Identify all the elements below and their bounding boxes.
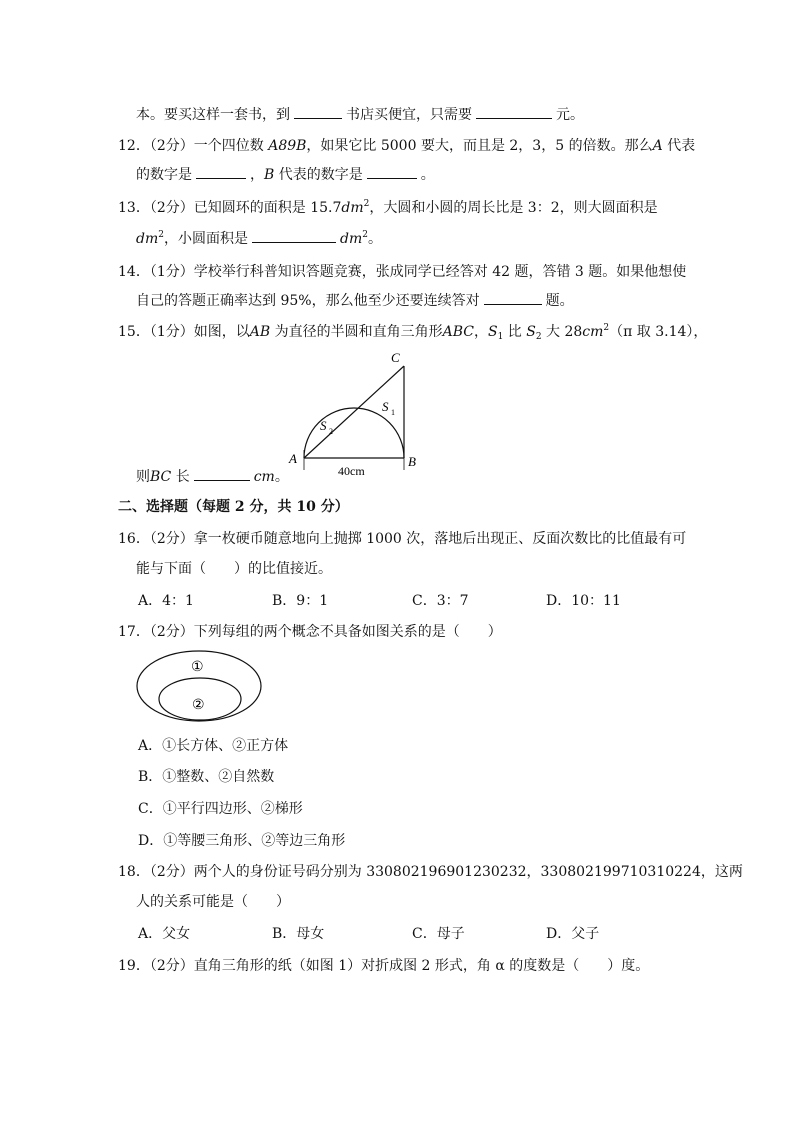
q12-text: 的数字是 — [136, 167, 192, 183]
section-heading: 二、选择题（每题 2 分，共 10 分） — [118, 499, 349, 515]
q15-text: 。 — [274, 469, 289, 485]
q18-option-b[interactable]: B．母女 — [272, 926, 325, 942]
q13-line-2 — [136, 228, 382, 249]
q14-text: 题。 — [545, 293, 574, 309]
q12-var-b: B — [264, 167, 275, 183]
q16-score: （2分） — [149, 531, 194, 547]
q16-option-b[interactable]: B．9：1 — [272, 593, 329, 609]
q15-sub: 1 — [497, 332, 504, 342]
q15-text: 为直径的半圆和直角三角形 — [270, 324, 443, 340]
q16-number: 16． — [118, 531, 150, 547]
q14-number: 14． — [118, 264, 150, 280]
q18-option-a[interactable]: A．父女 — [138, 926, 191, 942]
label-circle-1: ① — [191, 660, 204, 675]
q12-text: ， — [250, 167, 264, 183]
q12-number: 12． — [118, 138, 150, 154]
q17-number: 17． — [118, 624, 150, 640]
q13-text: ，大圆和小圆的周长比是 3：2，则大圆面积是 — [369, 200, 658, 216]
q11-blank-2[interactable] — [476, 104, 552, 119]
label-b: B — [408, 454, 416, 469]
q17-text: 下列每组的两个概念不具备如图关系的是（ ） — [193, 624, 502, 640]
q13-exp: 2 — [362, 230, 368, 240]
q14-line-2 — [136, 290, 574, 311]
q16-line-1 — [118, 529, 686, 549]
q18-line-2: 人的关系可能是（ ） — [136, 894, 290, 910]
q17-option-b[interactable]: B．①整数、②自然数 — [138, 769, 275, 785]
q17-option-a[interactable]: A．①长方体、②正方体 — [138, 738, 289, 754]
q13-line-1 — [118, 198, 658, 218]
q14-line-1 — [118, 262, 686, 282]
q16-text: 拿一枚硬币随意地向上抛掷 1000 次，落地后出现正、反面次数比的比值最有可 — [193, 531, 687, 547]
q11-text-2: 书店买便宜，只需要 — [346, 107, 472, 123]
q12-text: 代表的数字是 — [274, 167, 363, 183]
label-s1-sub: 1 — [391, 408, 395, 417]
q15-var-s: S — [487, 324, 498, 340]
q15-line-1 — [118, 322, 707, 342]
q19-text: 直角三角形的纸（如图 1）对折成图 2 形式，角 α 的度数是（ ）度。 — [193, 958, 650, 974]
q11-line — [136, 104, 584, 125]
q18-line-1 — [118, 862, 743, 882]
q11-text-1: 本。要买这样一套书，到 — [136, 107, 290, 123]
q16-line-2: 能与下面（ ）的比值接近。 — [136, 561, 332, 577]
q16-option-a[interactable]: A．4：1 — [138, 593, 194, 609]
q15-text: 则 — [136, 469, 150, 485]
q14-score: （1分） — [149, 264, 194, 280]
q12-var-a89b: A89B — [268, 138, 307, 154]
q12-text: 一个四位数 — [193, 138, 264, 154]
q13-blank[interactable] — [252, 228, 336, 243]
q15-unit: cm — [253, 469, 275, 485]
q12-blank-1[interactable] — [196, 164, 246, 179]
q12-text: ，如果它比 5000 要大，而且是 2，3，5 的倍数。那么 — [306, 138, 653, 154]
semicircle — [304, 408, 404, 458]
q15-text: （π 取 3.14）， — [609, 324, 708, 340]
q14-text: 学校举行科普知识答题竞赛，张成同学已经答对 42 题，答错 3 题。如果他想使 — [193, 264, 687, 280]
label-s2-sub: 2 — [329, 427, 333, 436]
q15-text: 大 28 — [541, 324, 583, 340]
q15-var-bc: BC — [150, 469, 172, 485]
q18-text: 两个人的身份证号码分别为 330802196901230232，330802199710310224，这两 — [193, 864, 743, 880]
q13-number: 13． — [118, 200, 150, 216]
q14-blank[interactable] — [484, 290, 542, 305]
q17-option-c[interactable]: C．①平行四边形、②梯形 — [138, 801, 303, 817]
q15-unit: cm — [582, 324, 604, 340]
q12-var-a: A — [652, 138, 663, 154]
q19-line-1 — [118, 956, 649, 976]
q17-venn-figure — [134, 648, 264, 724]
q19-number: 19． — [118, 958, 150, 974]
q15-blank[interactable] — [194, 466, 250, 481]
label-a: A — [289, 451, 297, 466]
q15-figure — [282, 346, 432, 480]
q13-unit: dm — [136, 231, 159, 247]
q18-score: （2分） — [149, 864, 194, 880]
q15-var-abc: ABC — [442, 324, 474, 340]
q15-text: 长 — [171, 469, 190, 485]
q14-text: 自己的答题正确率达到 95%，那么他至少还要连续答对 — [136, 293, 480, 309]
q13-score: （2分） — [149, 200, 194, 216]
q19-score: （2分） — [149, 958, 194, 974]
q11-text-3: 元。 — [556, 107, 584, 123]
q13-exp: 2 — [158, 230, 164, 240]
segment-ac — [304, 366, 404, 458]
q15-score: （1分） — [149, 324, 194, 340]
label-circle-2: ② — [192, 698, 205, 713]
q16-option-c[interactable]: C．3：7 — [412, 593, 469, 609]
q15-text: 如图，以 — [193, 324, 250, 340]
q13-text: 已知圆环的面积是 15.7 — [193, 200, 342, 216]
q15-text: ， — [473, 324, 488, 340]
q15-var-s: S — [526, 324, 536, 340]
label-c: C — [391, 350, 400, 365]
q13-text: ，小圆面积是 — [163, 231, 248, 247]
q17-option-d[interactable]: D．①等腰三角形、②等边三角形 — [138, 833, 346, 849]
q13-period: 。 — [367, 231, 382, 247]
q13-exp: 2 — [363, 199, 370, 209]
q12-line-2 — [136, 164, 435, 185]
label-s2: S — [320, 418, 327, 433]
q15-number: 15． — [118, 324, 150, 340]
label-dimension: 40cm — [338, 464, 365, 478]
q15-sub: 2 — [535, 332, 542, 342]
q12-score: （2分） — [149, 138, 194, 154]
q16-option-d[interactable]: D．10：11 — [546, 593, 621, 609]
q12-blank-2[interactable] — [367, 164, 417, 179]
q13-unit: dm — [341, 200, 364, 216]
q18-number: 18． — [118, 864, 150, 880]
q12-text: 。 — [420, 167, 435, 183]
q12-text: 代表 — [662, 138, 696, 154]
q15-line-2 — [136, 466, 289, 487]
q17-line-1 — [118, 622, 502, 642]
q13-unit: dm — [339, 231, 363, 247]
q15-exp: 2 — [603, 323, 610, 333]
q11-blank-1[interactable] — [294, 104, 342, 119]
q15-text: 比 — [503, 324, 527, 340]
q17-score: （2分） — [149, 624, 194, 640]
q18-option-c[interactable]: C．母子 — [412, 926, 465, 942]
label-s1: S — [382, 399, 389, 414]
q18-option-d[interactable]: D．父子 — [546, 926, 600, 942]
q12-line-1 — [118, 136, 695, 156]
q15-var-ab: AB — [249, 324, 271, 340]
